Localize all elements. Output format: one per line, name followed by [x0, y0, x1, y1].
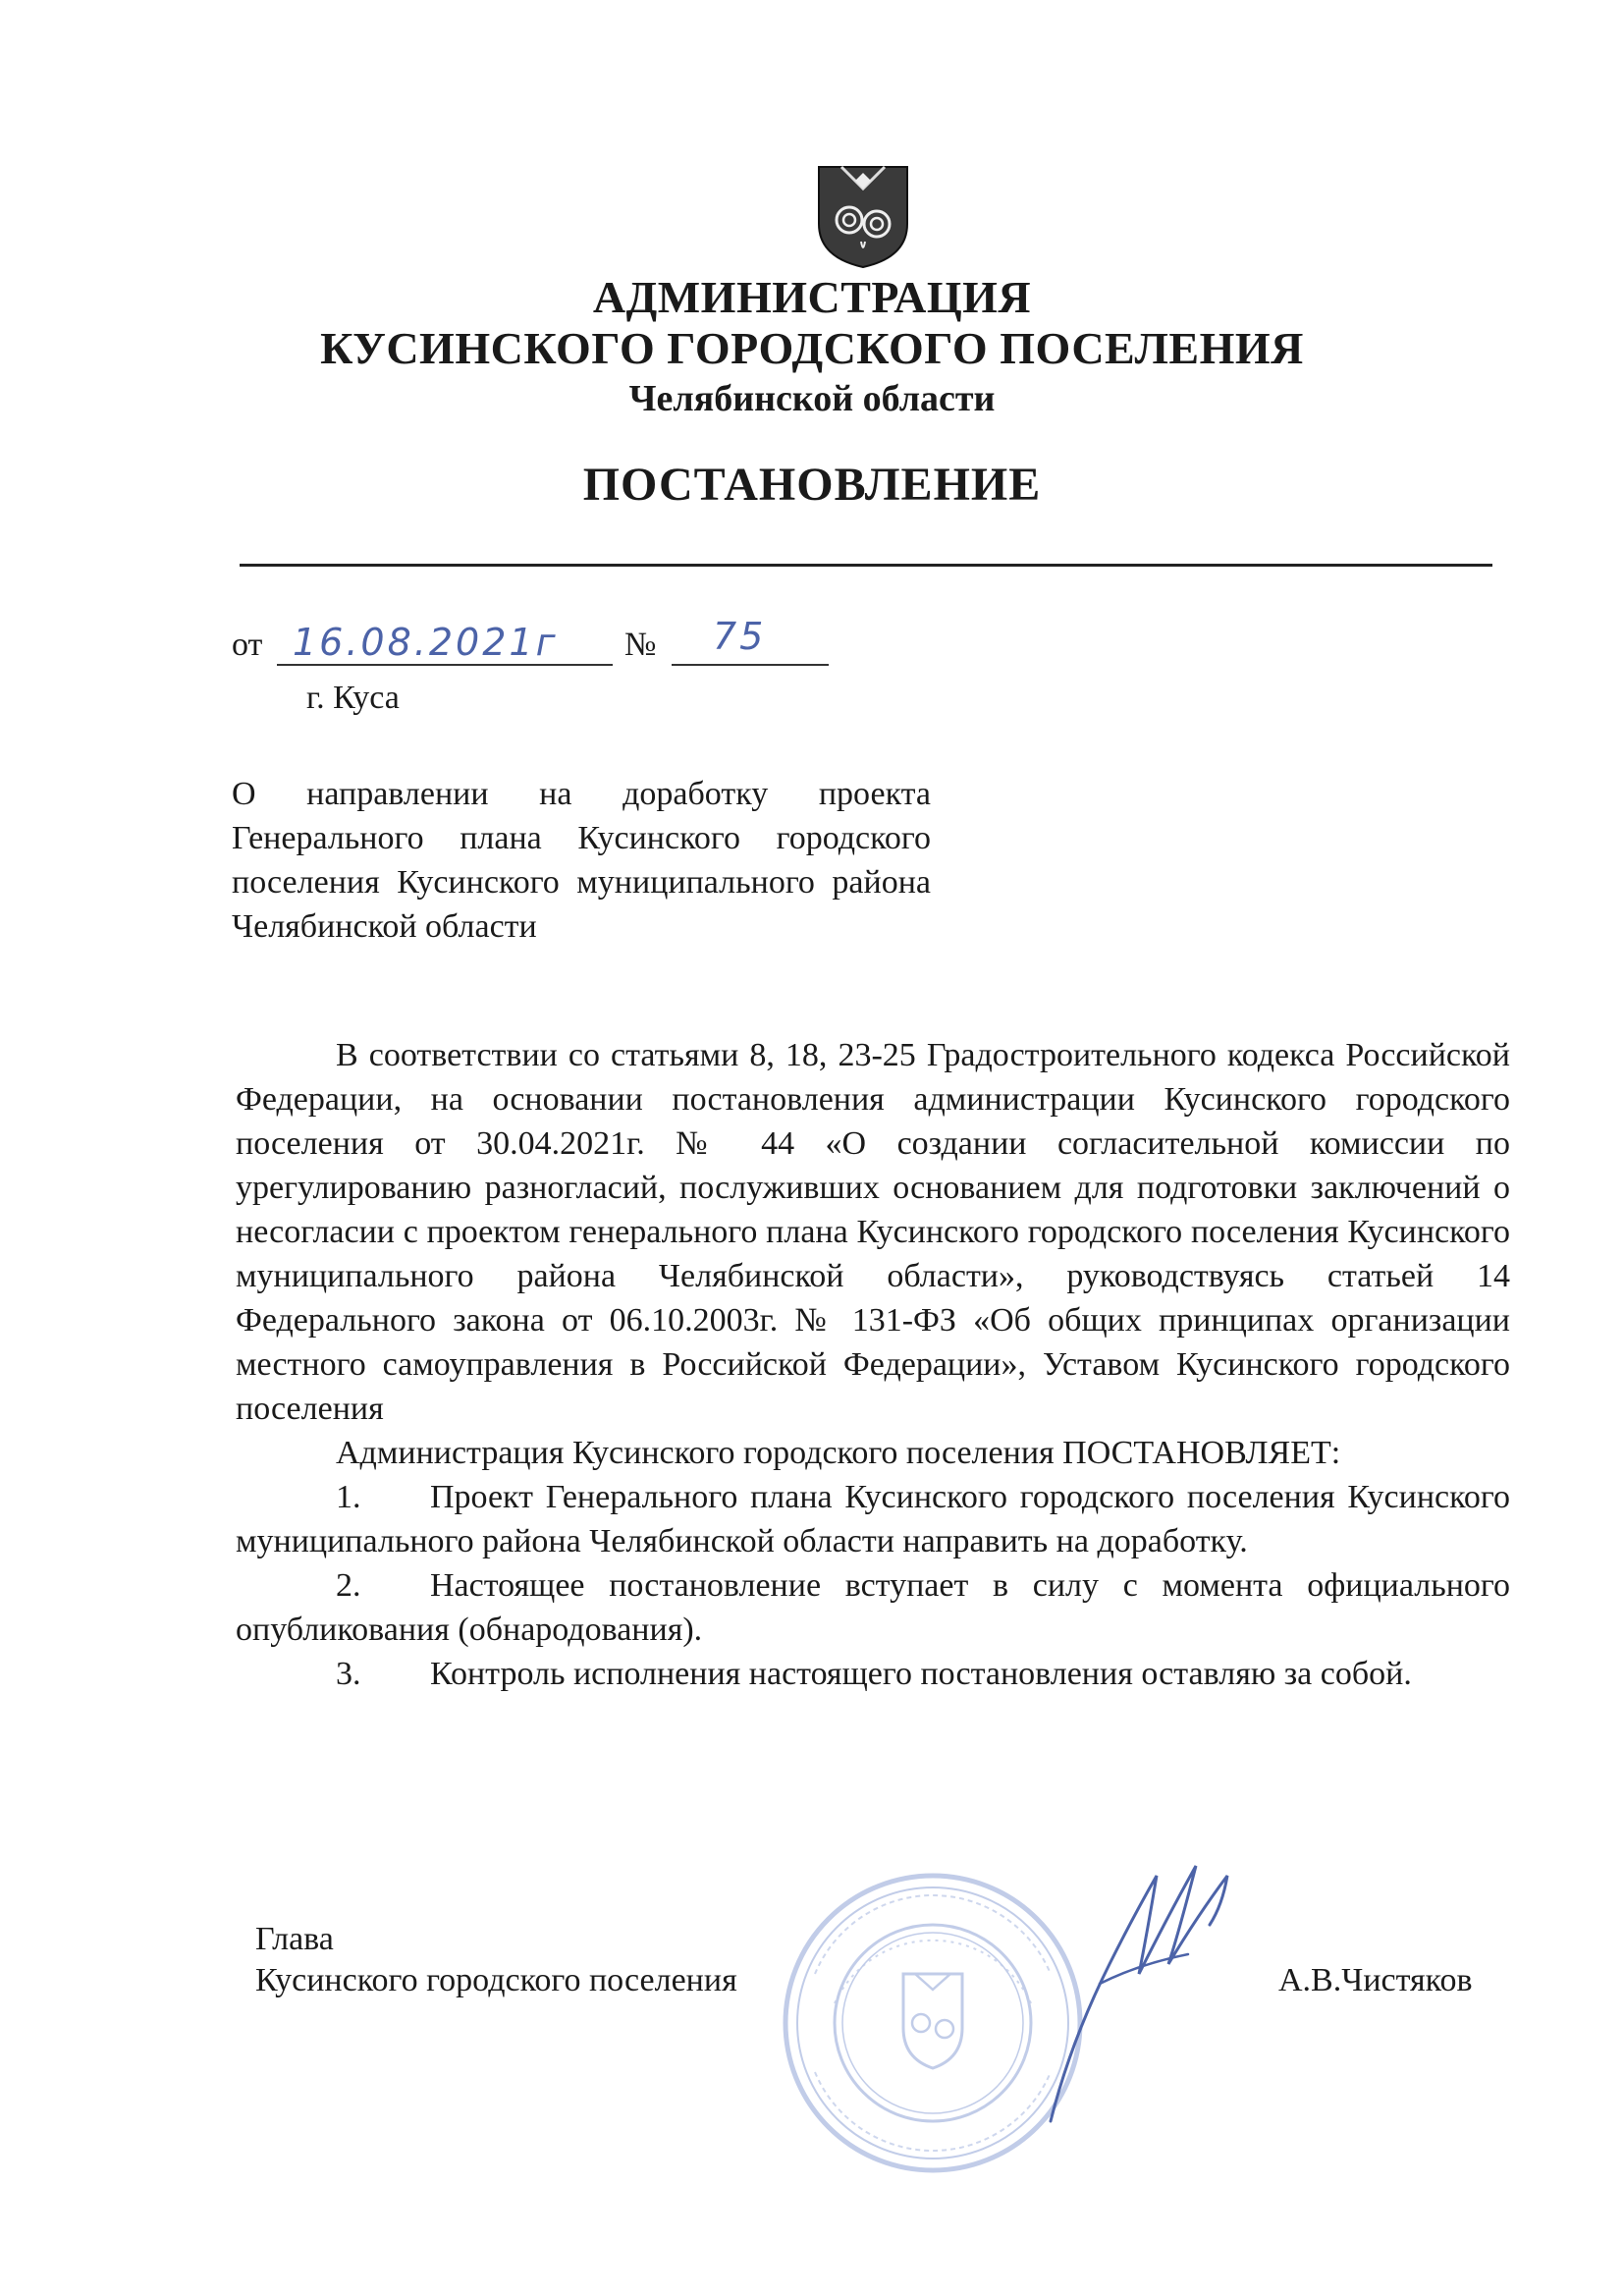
org-name-line1: АДМИНИСТРАЦИЯ	[592, 272, 1032, 322]
item-number: 3.	[336, 1656, 361, 1692]
city-name: г. Куса	[306, 680, 400, 716]
org-name-line2: КУСИНСКОГО ГОРОДСКОГО ПОСЕЛЕНИЯ	[320, 323, 1304, 373]
document-subject: О направлении на доработку проекта Генерального плана Кусинского городского поселения Кусинского муниципального района Челябинской области	[232, 776, 931, 945]
item-text: Контроль исполнения настоящего постановления оставляю за собой.	[430, 1656, 1412, 1692]
resolves-paragraph: Администрация Кусинского городского поселения ПОСТАНОВЛЯЕТ:	[336, 1435, 1341, 1471]
document-type-title: ПОСТАНОВЛЕНИЕ	[582, 459, 1042, 511]
document-body	[236, 1033, 1510, 1696]
signatory-title-line1: Глава	[255, 1921, 334, 1957]
header-divider	[240, 564, 1492, 567]
date-number-line	[232, 615, 860, 668]
item-number: 1.	[336, 1479, 361, 1515]
org-region: Челябинской области	[628, 378, 996, 419]
list-item	[236, 1563, 1510, 1652]
handwritten-signature-icon	[1031, 1846, 1257, 2131]
date-value: 16.08.2021г	[293, 621, 559, 664]
item-text: Настоящее постановление вступает в силу с момента официального опубликования (обнародования).	[236, 1567, 1510, 1648]
signatory-name: А.В.Чистяков	[1278, 1962, 1473, 1998]
list-item	[236, 1652, 1510, 1696]
preamble-paragraph: В соответствии со статьями 8, 18, 23-25 Градостроительного кодекса Российской Федерации, на основании постановления администрации Кусинского городского поселения от 30.04.2021г. № 44 «О создании согласительной комиссии по урегулированию разногласий, послуживших основанием для подготовки заключений о несогласии с проектом генерального плана Кусинского городского поселения Кусинского муниципального района Челябинской области», руководствуясь статьей 14 Федерального закона от 06.10.2003г. № 131-ФЗ «Об общих принципах организации местного самоуправления в Российской Федерации», Уставом Кусинского городского поселения	[236, 1037, 1510, 1427]
signatory-title-line2: Кусинского городского поселения	[255, 1962, 737, 1998]
list-item	[236, 1475, 1510, 1563]
number-label: №	[624, 627, 657, 663]
coat-of-arms-icon	[814, 163, 912, 271]
date-underline	[277, 664, 613, 666]
date-label: от	[232, 627, 263, 663]
item-number: 2.	[336, 1567, 361, 1604]
number-value: 75	[713, 615, 767, 658]
number-underline	[672, 664, 829, 666]
item-text: Проект Генерального плана Кусинского городского поселения Кусинского муниципального района Челябинской области направить на доработку.	[236, 1479, 1510, 1559]
